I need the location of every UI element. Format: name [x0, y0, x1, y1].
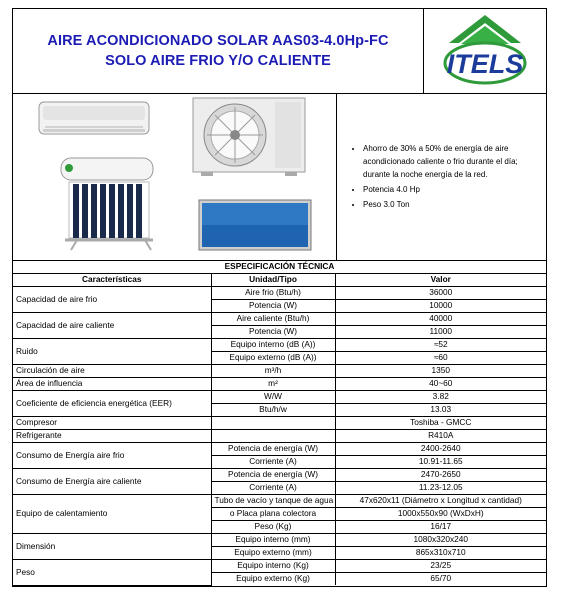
characteristic-cell: Consumo de Energía aire frio [13, 443, 211, 469]
unit-cell: Potencia de energía (W) [211, 469, 335, 482]
value-cell: 65/70 [335, 573, 546, 586]
title-line-1: AIRE ACONDICIONADO SOLAR AAS03-4.0Hp-FC [47, 33, 389, 49]
table-row [13, 560, 546, 573]
header [13, 9, 546, 94]
unit-cell: Tubo de vacío y tanque de agua [211, 495, 335, 508]
value-cell: 10000 [335, 300, 546, 313]
characteristic-cell: Equipo de calentamiento [13, 495, 211, 534]
unit-cell: Potencia (W) [211, 326, 335, 339]
table-row [13, 391, 546, 404]
indoor-unit-image [39, 102, 149, 134]
value-cell: 10.91-11.65 [335, 456, 546, 469]
characteristic-cell: Peso [13, 560, 211, 586]
characteristic-cell: Capacidad de aire frio [13, 287, 211, 313]
spec-title: ESPECIFICACIÓN TÉCNICA [13, 261, 546, 274]
itels-logo [424, 9, 546, 93]
characteristic-cell: Refrigerante [13, 430, 211, 443]
characteristic-cell: Capacidad de aire caliente [13, 313, 211, 339]
feature-item: • Potencia 4.0 Hp [363, 183, 546, 196]
unit-cell: Equipo interno (dB (A)) [211, 339, 335, 352]
characteristic-cell: Coeficiente de eficiencia energética (EER) [13, 391, 211, 417]
features-panel [337, 94, 546, 260]
col-header-value: Valor [335, 274, 546, 287]
characteristic-cell: Ruido [13, 339, 211, 365]
value-cell: 11000 [335, 326, 546, 339]
logo-text: ITELS [446, 49, 524, 79]
product-images [13, 94, 337, 260]
unit-cell: Aire frio (Btu/h) [211, 287, 335, 300]
unit-cell: Aire caliente (Btu/h) [211, 313, 335, 326]
value-cell: 865x310x710 [335, 547, 546, 560]
value-cell: 23/25 [335, 560, 546, 573]
unit-cell: W/W [211, 391, 335, 404]
table-row [13, 495, 546, 508]
unit-cell: Peso (Kg) [211, 521, 335, 534]
characteristic-cell: Área de influencia [13, 378, 211, 391]
unit-cell: m³/h [211, 365, 335, 378]
unit-cell: Btu/h/w [211, 404, 335, 417]
outdoor-unit-image [193, 98, 305, 176]
value-cell: 2400-2640 [335, 443, 546, 456]
value-cell: 47x620x11 (Diámetro x Longitud x cantidad) [335, 495, 546, 508]
value-cell: 1000x550x90 (WxDxH) [335, 508, 546, 521]
characteristic-cell: Dimensión [13, 534, 211, 560]
table-row [13, 469, 546, 482]
unit-cell [211, 430, 335, 443]
unit-cell: Equipo interno (Kg) [211, 560, 335, 573]
unit-cell: Potencia de energía (W) [211, 443, 335, 456]
col-header-characteristics: Características [13, 274, 211, 287]
logo-graphic [439, 13, 531, 89]
unit-cell: Equipo externo (dB (A)) [211, 352, 335, 365]
unit-cell: m² [211, 378, 335, 391]
value-cell: 1080x320x240 [335, 534, 546, 547]
unit-cell [211, 417, 335, 430]
unit-cell: Corriente (A) [211, 456, 335, 469]
table-row [13, 287, 546, 300]
characteristic-cell: Circulación de aire [13, 365, 211, 378]
unit-cell: Equipo externo (Kg) [211, 573, 335, 586]
table-row [13, 313, 546, 326]
value-cell: 1350 [335, 365, 546, 378]
table-row [13, 378, 546, 391]
table-row [13, 430, 546, 443]
table-row [13, 417, 546, 430]
value-cell: 40000 [335, 313, 546, 326]
unit-cell: Potencia (W) [211, 300, 335, 313]
value-cell: 40~60 [335, 378, 546, 391]
unit-cell: Equipo externo (mm) [211, 547, 335, 560]
features-list [337, 142, 546, 213]
spec-table [13, 261, 546, 586]
characteristic-cell: Consumo de Energía aire caliente [13, 469, 211, 495]
table-row [13, 365, 546, 378]
feature-item: • Peso 3.0 Ton [363, 198, 546, 211]
unit-cell: Corriente (A) [211, 482, 335, 495]
col-header-unit: Unidad/Tipo [211, 274, 335, 287]
feature-item: • Ahorro de 30% a 50% de energía de aire acondicionado caliente o frio durante el día; durante la noche energía de la red. [363, 142, 546, 181]
value-cell: Toshiba - GMCC [335, 417, 546, 430]
characteristic-cell: Compresor [13, 417, 211, 430]
value-cell: ≈52 [335, 339, 546, 352]
vacuum-tube-collector-image [61, 158, 153, 250]
value-cell: R410A [335, 430, 546, 443]
value-cell: 11.23-12.05 [335, 482, 546, 495]
unit-cell: Equipo interno (mm) [211, 534, 335, 547]
value-cell: 3.82 [335, 391, 546, 404]
title-block [13, 9, 424, 93]
flat-plate-collector-image [199, 200, 311, 250]
table-row [13, 534, 546, 547]
product-row [13, 94, 546, 261]
value-cell: 36000 [335, 287, 546, 300]
value-cell: 16/17 [335, 521, 546, 534]
spec-sheet [12, 8, 547, 587]
unit-cell: o Placa plana colectora [211, 508, 335, 521]
table-row [13, 339, 546, 352]
table-row [13, 443, 546, 456]
value-cell: 13.03 [335, 404, 546, 417]
value-cell: ≈60 [335, 352, 546, 365]
value-cell: 2470-2650 [335, 469, 546, 482]
title-line-2: SOLO AIRE FRIO Y/O CALIENTE [105, 53, 331, 69]
